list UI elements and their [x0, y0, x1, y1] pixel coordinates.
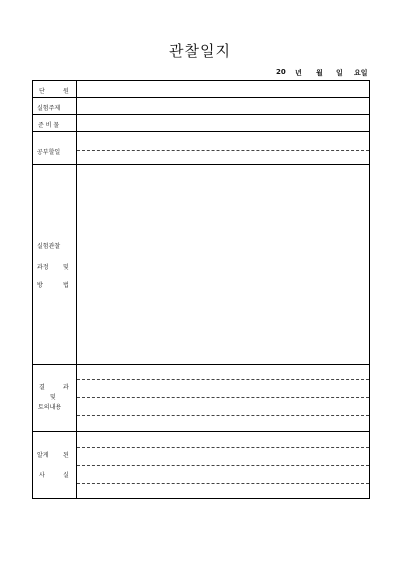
date-year-prefix: 20	[276, 68, 286, 76]
date-month-label: 월	[316, 69, 323, 77]
learned-label-line2: 사 실	[39, 472, 69, 479]
unit-label: 단 원	[39, 88, 69, 95]
process-label-line2: 과정 및	[37, 264, 69, 271]
date-day-label: 일	[336, 69, 343, 77]
observation-form	[32, 80, 370, 499]
date-weekday-label: 요일	[354, 69, 368, 77]
learned-label-line1: 알게 된	[37, 452, 69, 459]
materials-field[interactable]	[77, 115, 369, 131]
topic-label: 실험주제	[37, 105, 61, 112]
process-label-line3: 방 법	[37, 282, 69, 289]
unit-field[interactable]	[77, 81, 369, 97]
result-label-line3: 토의내용	[38, 404, 62, 411]
result-label-line2: 및	[50, 394, 56, 401]
study-field[interactable]	[77, 132, 369, 164]
result-label-line1: 결 과	[39, 384, 69, 391]
learned-facts-field[interactable]	[77, 432, 369, 498]
topic-field[interactable]	[77, 98, 369, 114]
document-title: 관찰일지	[169, 42, 231, 60]
materials-label: 준 비 물	[38, 122, 60, 129]
process-method-field[interactable]	[77, 165, 369, 364]
result-discussion-field[interactable]	[77, 365, 369, 431]
date-year-label: 년	[295, 69, 302, 77]
process-label-line1: 실험관찰	[37, 243, 61, 250]
study-label: 공부할일	[37, 149, 61, 156]
